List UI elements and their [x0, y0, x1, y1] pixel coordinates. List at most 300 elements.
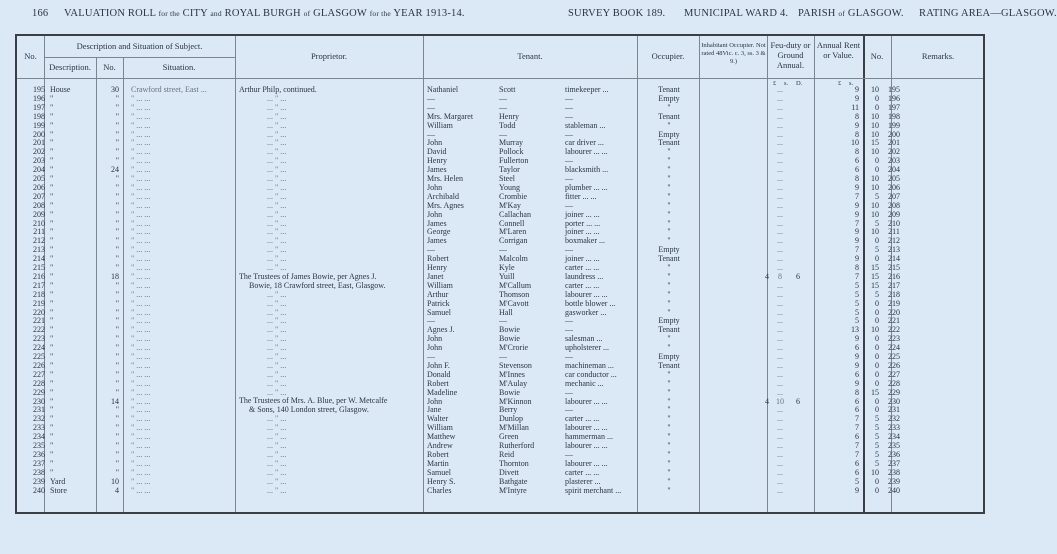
proprietor: ... " ... — [267, 352, 287, 361]
rent-pounds: 9 — [855, 85, 859, 94]
header-desc-group: Description and Situation of Subject. — [76, 41, 203, 51]
situation: " ... ... — [131, 476, 151, 486]
description: " — [50, 93, 54, 103]
occupier: Tenant — [658, 111, 680, 121]
situation: " ... ... — [131, 218, 151, 228]
rent-pounds: 8 — [855, 174, 859, 183]
table-row — [17, 388, 983, 397]
tenant-first-name: John F. — [427, 360, 450, 370]
situation: " ... ... — [131, 280, 151, 290]
entry-number: 201 — [33, 138, 45, 148]
table-row — [17, 227, 983, 236]
entry-number-right: 196 — [888, 93, 900, 103]
entry-number: 210 — [33, 218, 45, 228]
tenant-occupation: timekeeper ... — [565, 85, 609, 94]
occupier: Empty — [658, 352, 680, 361]
table-row — [17, 468, 983, 477]
entry-number: 209 — [33, 209, 45, 219]
proprietor: ... " ... — [267, 209, 287, 219]
tenant-occupation: porter ... ... — [565, 218, 601, 228]
rent-shillings: 0 — [875, 352, 879, 361]
description: " — [50, 343, 54, 353]
house-number: " — [115, 236, 119, 246]
table-row — [17, 174, 983, 183]
situation: " ... ... — [131, 227, 151, 237]
entry-number: 228 — [33, 378, 45, 388]
tenant-first-name: John — [427, 343, 443, 353]
feu-shillings: ... — [777, 441, 783, 450]
occupier: " — [667, 209, 671, 219]
proprietor: ... " ... — [267, 138, 287, 148]
feu-shillings: ... — [777, 200, 783, 210]
proprietor: ... " ... — [267, 360, 287, 370]
proprietor: ... " ... — [267, 129, 287, 139]
tenant-surname: Corrigan — [499, 236, 528, 246]
description: Store — [50, 485, 67, 495]
entry-number-right: 207 — [888, 191, 900, 201]
tenant-first-name: William — [427, 280, 453, 290]
feu-shillings: ... — [777, 449, 783, 459]
rent-pounds: 9 — [855, 209, 859, 219]
feu-shillings: ... — [777, 111, 783, 121]
table-row — [17, 138, 983, 147]
header-proprietor: Proprietor. — [310, 51, 348, 61]
table-row — [17, 112, 983, 121]
rent-shillings: 0 — [875, 369, 879, 379]
tenant-surname: Todd — [499, 120, 516, 130]
rent-pounds: 7 — [855, 271, 859, 281]
tenant-surname: Scott — [499, 85, 516, 94]
tenant-surname: — — [499, 102, 507, 112]
proprietor: ... " ... — [267, 218, 287, 228]
rent-shillings: 10 — [871, 182, 879, 192]
proprietor: ... " ... — [267, 449, 287, 459]
tenant-occupation: stableman ... — [565, 120, 606, 130]
feu-shillings: ... — [777, 298, 783, 308]
entry-number-right: 198 — [888, 111, 900, 121]
tenant-first-name: Mrs. Margaret — [427, 111, 474, 121]
entry-number-right: 210 — [888, 218, 900, 228]
entry-number: 214 — [33, 254, 45, 264]
house-number: " — [115, 467, 119, 477]
house-number: " — [115, 405, 119, 415]
proprietor-note-blue-1: The Trustees of Mrs. A. Blue, per W. Metcalfe — [239, 396, 388, 405]
entry-number-right: 213 — [888, 245, 900, 255]
tenant-surname: Thomson — [499, 289, 530, 299]
description: " — [50, 449, 54, 459]
tenant-occupation: — — [565, 325, 573, 335]
situation: " ... ... — [131, 200, 151, 210]
entry-number-right: 203 — [888, 156, 900, 166]
proprietor: ... " ... — [267, 120, 287, 130]
tenant-occupation: plasterer ... — [565, 476, 601, 486]
entry-number: 239 — [33, 476, 45, 486]
tenant-occupation: joiner ... ... — [565, 209, 600, 219]
entry-number: 231 — [33, 405, 45, 415]
table-row — [17, 219, 983, 228]
tenant-surname: M'Callum — [499, 280, 532, 290]
situation: " ... ... — [131, 396, 151, 406]
table-row — [17, 281, 983, 290]
proprietor: ... " ... — [267, 441, 287, 450]
tenant-first-name: Janet — [427, 271, 444, 281]
feu-shillings: ... — [777, 165, 783, 175]
entry-number: 203 — [33, 156, 45, 166]
tenant-surname: M'Innes — [499, 369, 525, 379]
table-row — [17, 343, 983, 352]
tenant-first-name: David — [427, 147, 447, 157]
entry-number: 204 — [33, 165, 45, 175]
feu-pence: 6 — [796, 271, 800, 281]
table-row — [17, 201, 983, 210]
proprietor: ... " ... — [267, 245, 287, 255]
entry-number-right: 225 — [888, 352, 900, 361]
feu-shillings: ... — [777, 129, 783, 139]
occupier: " — [667, 343, 671, 353]
proprietor: ... " ... — [267, 467, 287, 477]
proprietor: ... " ... — [267, 485, 287, 495]
rent-pounds: 7 — [855, 449, 859, 459]
tenant-occupation: plumber ... ... — [565, 182, 608, 192]
tenant-surname: — — [499, 352, 507, 361]
rent-pounds: 6 — [855, 458, 859, 468]
proprietor: ... " ... — [267, 102, 287, 112]
header-inhabitant: Inhabitant Occupier. Not rated 48Vic. c. 3, ss. 3 & 9.) — [701, 42, 766, 65]
table-row — [17, 432, 983, 441]
tenant-first-name: John — [427, 182, 443, 192]
tenant-occupation: car driver ... — [565, 138, 604, 148]
situation: " ... ... — [131, 352, 151, 361]
rent-shillings: 0 — [875, 93, 879, 103]
entry-number-right: 226 — [888, 360, 900, 370]
rent-shillings: 0 — [875, 343, 879, 353]
feu-unit-shillings: s. — [784, 80, 789, 87]
entry-number-right: 237 — [888, 458, 900, 468]
tenant-occupation: — — [565, 129, 573, 139]
entry-number-right: 211 — [888, 227, 900, 237]
description: " — [50, 111, 54, 121]
tenant-occupation: — — [565, 387, 573, 397]
tenant-first-name: Samuel — [427, 307, 451, 317]
description: " — [50, 334, 54, 344]
rent-pounds: 6 — [855, 369, 859, 379]
rent-shillings: 0 — [875, 165, 879, 175]
tenant-occupation: salesman ... — [565, 334, 603, 344]
description: " — [50, 289, 54, 299]
tenant-first-name: John — [427, 334, 443, 344]
tenant-surname: Pollock — [499, 147, 524, 157]
rent-shillings: 0 — [875, 334, 879, 344]
tenant-occupation: spirit merchant ... — [565, 485, 622, 495]
entry-number: 222 — [33, 325, 45, 335]
rent-pounds: 7 — [855, 441, 859, 450]
entry-number-right: 230 — [888, 396, 900, 406]
rent-shillings: 15 — [871, 138, 879, 148]
table-row — [17, 352, 983, 361]
entry-number: 213 — [33, 245, 45, 255]
occupier: " — [667, 405, 671, 415]
entry-number-right: 236 — [888, 449, 900, 459]
entry-number: 200 — [33, 129, 45, 139]
tenant-occupation: labourer ... ... — [565, 289, 608, 299]
feu-shillings: ... — [777, 182, 783, 192]
entry-number: 219 — [33, 298, 45, 308]
tenant-occupation: carter ... ... — [565, 414, 600, 424]
entry-number: 224 — [33, 343, 45, 353]
feu-shillings: ... — [777, 369, 783, 379]
table-row — [17, 361, 983, 370]
description: " — [50, 298, 54, 308]
rent-pounds: 8 — [855, 129, 859, 139]
occupier: " — [667, 280, 671, 290]
description: " — [50, 396, 54, 406]
entry-number: 234 — [33, 432, 45, 442]
proprietor: ... " ... — [267, 289, 287, 299]
house-number: " — [115, 120, 119, 130]
feu-shillings: ... — [777, 138, 783, 148]
entry-number-right: 200 — [888, 129, 900, 139]
entry-number-right: 239 — [888, 476, 900, 486]
table-row — [17, 486, 983, 495]
feu-shillings: ... — [777, 147, 783, 157]
rent-shillings: 10 — [871, 174, 879, 183]
entry-number: 205 — [33, 174, 45, 183]
description: " — [50, 156, 54, 166]
proprietor: ... " ... — [267, 182, 287, 192]
rent-shillings: 0 — [875, 298, 879, 308]
tenant-surname: Hall — [499, 307, 513, 317]
table-row — [17, 263, 983, 272]
rent-unit-shillings: s. — [849, 80, 854, 87]
entry-number: 196 — [33, 93, 45, 103]
rent-shillings: 15 — [871, 271, 879, 281]
proprietor: ... " ... — [267, 423, 287, 433]
tenant-occupation: carter ... ... — [565, 280, 600, 290]
feu-shillings: ... — [777, 476, 783, 486]
proprietor-note-blue-2: & Sons, 140 London street, Glasgow. — [249, 405, 369, 414]
tenant-first-name: — — [427, 352, 435, 361]
table-row — [17, 165, 983, 174]
feu-shillings: ... — [777, 280, 783, 290]
occupier: " — [667, 467, 671, 477]
tenant-surname: M'Intyre — [499, 485, 527, 495]
table-row — [17, 308, 983, 317]
house-number: " — [115, 298, 119, 308]
occupier: " — [667, 263, 671, 272]
occupier: " — [667, 236, 671, 246]
rent-shillings: 5 — [875, 191, 879, 201]
feu-shillings: ... — [777, 102, 783, 112]
feu-shillings: ... — [777, 174, 783, 183]
occupier: " — [667, 485, 671, 495]
entry-number: 235 — [33, 441, 45, 450]
situation: " ... ... — [131, 182, 151, 192]
table-row — [17, 477, 983, 486]
house-number: " — [115, 307, 119, 317]
table-row — [17, 370, 983, 379]
tenant-first-name: Mrs. Helen — [427, 174, 463, 183]
situation: " ... ... — [131, 236, 151, 246]
house-number: " — [115, 280, 119, 290]
tenant-surname: Bathgate — [499, 476, 528, 486]
tenant-first-name: — — [427, 129, 435, 139]
tenant-surname: Young — [499, 182, 520, 192]
situation: " ... ... — [131, 263, 151, 272]
entry-number-right: 197 — [888, 102, 900, 112]
tenant-first-name: John — [427, 209, 443, 219]
house-number: " — [115, 156, 119, 166]
tenant-occupation: — — [565, 102, 573, 112]
entry-number-right: 235 — [888, 441, 900, 450]
proprietor: ... " ... — [267, 227, 287, 237]
house-number: " — [115, 147, 119, 157]
entry-number: 223 — [33, 334, 45, 344]
rent-pounds: 9 — [855, 93, 859, 103]
occupier: " — [667, 227, 671, 237]
house-number: " — [115, 449, 119, 459]
table-row — [17, 414, 983, 423]
proprietor: ... " ... — [267, 156, 287, 166]
entry-number-right: 227 — [888, 369, 900, 379]
tenant-occupation: — — [565, 93, 573, 103]
description: " — [50, 174, 54, 183]
proprietor: ... " ... — [267, 316, 287, 326]
rent-pounds: 6 — [855, 156, 859, 166]
rating-area: RATING AREA—GLASGOW. — [919, 8, 1057, 19]
entry-number-right: 206 — [888, 182, 900, 192]
occupier: " — [667, 387, 671, 397]
occupier: " — [667, 102, 671, 112]
situation: Crawford street, East ... — [131, 85, 207, 94]
tenant-first-name: — — [427, 93, 435, 103]
tenant-occupation: labourer ... ... — [565, 396, 608, 406]
description: House — [50, 85, 71, 94]
proprietor: ... " ... — [267, 165, 287, 175]
rent-pounds: 7 — [855, 414, 859, 424]
tenant-first-name: Archibald — [427, 191, 459, 201]
tenant-surname: Murray — [499, 138, 523, 148]
feu-shillings: 8 — [778, 271, 782, 281]
house-number: " — [115, 458, 119, 468]
tenant-surname: Malcolm — [499, 254, 528, 264]
situation: " ... ... — [131, 378, 151, 388]
description: " — [50, 102, 54, 112]
entry-number: 202 — [33, 147, 45, 157]
page-number: 166 — [32, 8, 49, 19]
description: " — [50, 191, 54, 201]
rent-shillings: 5 — [875, 218, 879, 228]
feu-shillings: ... — [777, 387, 783, 397]
tenant-occupation: joiner ... ... — [565, 227, 600, 237]
entry-number-right: 238 — [888, 467, 900, 477]
rent-pounds: 9 — [855, 334, 859, 344]
tenant-first-name: — — [427, 245, 435, 255]
header-remarks: Remarks. — [921, 51, 955, 61]
situation: " ... ... — [131, 271, 151, 281]
house-number: 10 — [111, 476, 119, 486]
situation: " ... ... — [131, 449, 151, 459]
tenant-surname: M'Kinnon — [499, 396, 532, 406]
feu-shillings: ... — [777, 325, 783, 335]
rent-shillings: 0 — [875, 236, 879, 246]
feu-shillings: ... — [777, 218, 783, 228]
entry-number-right: 223 — [888, 334, 900, 344]
tenant-occupation: — — [565, 405, 573, 415]
tenant-first-name: Arthur — [427, 289, 449, 299]
rent-shillings: 5 — [875, 432, 879, 442]
house-number: " — [115, 325, 119, 335]
description: " — [50, 423, 54, 433]
tenant-occupation: machineman ... — [565, 360, 614, 370]
feu-shillings: ... — [777, 343, 783, 353]
tenant-surname: Divett — [499, 467, 519, 477]
rent-shillings: 10 — [871, 325, 879, 335]
occupier: " — [667, 458, 671, 468]
feu-shillings: ... — [777, 307, 783, 317]
table-row — [17, 334, 983, 343]
entry-number-right: 208 — [888, 200, 900, 210]
tenant-occupation: blacksmith ... — [565, 165, 609, 175]
entry-number-right: 214 — [888, 254, 900, 264]
header-annual-rent: Annual Rent or Value. — [816, 40, 861, 60]
occupier: " — [667, 271, 671, 281]
tenant-occupation: carter ... ... — [565, 263, 600, 272]
house-number: " — [115, 129, 119, 139]
rent-shillings: 10 — [871, 200, 879, 210]
tenant-surname: M'Cavott — [499, 298, 529, 308]
occupier: " — [667, 334, 671, 344]
proprietor: ... " ... — [267, 369, 287, 379]
entry-number: 207 — [33, 191, 45, 201]
rent-shillings: 0 — [875, 476, 879, 486]
entry-number: 215 — [33, 263, 45, 272]
occupier: " — [667, 200, 671, 210]
rent-pounds: 6 — [855, 432, 859, 442]
tenant-surname: M'Laren — [499, 227, 527, 237]
description: " — [50, 316, 54, 326]
tenant-surname: M'Crorie — [499, 343, 528, 353]
house-number: " — [115, 378, 119, 388]
rent-shillings: 10 — [871, 120, 879, 130]
entry-number-right: 204 — [888, 165, 900, 175]
rent-shillings: 15 — [871, 387, 879, 397]
rent-pounds: 5 — [855, 316, 859, 326]
situation: " ... ... — [131, 360, 151, 370]
occupier: " — [667, 218, 671, 228]
entry-number-right: 240 — [888, 485, 900, 495]
feu-shillings: ... — [777, 360, 783, 370]
rent-shillings: 15 — [871, 280, 879, 290]
entry-number-right: 221 — [888, 316, 900, 326]
rent-shillings: 5 — [875, 423, 879, 433]
house-number: " — [115, 254, 119, 264]
rent-shillings: 0 — [875, 316, 879, 326]
feu-shillings: ... — [777, 93, 783, 103]
description: " — [50, 414, 54, 424]
rent-pounds: 7 — [855, 218, 859, 228]
description: " — [50, 432, 54, 442]
header-no: No. — [24, 51, 37, 61]
tenant-occupation: joiner ... ... — [565, 254, 600, 264]
tenant-surname: Rutherford — [499, 441, 535, 450]
house-number: " — [115, 174, 119, 183]
rent-pounds: 9 — [855, 360, 859, 370]
house-number: " — [115, 138, 119, 148]
tenant-first-name: Charles — [427, 485, 452, 495]
table-row — [17, 130, 983, 139]
situation: " ... ... — [131, 485, 151, 495]
tenant-occupation: car conductor ... — [565, 369, 617, 379]
